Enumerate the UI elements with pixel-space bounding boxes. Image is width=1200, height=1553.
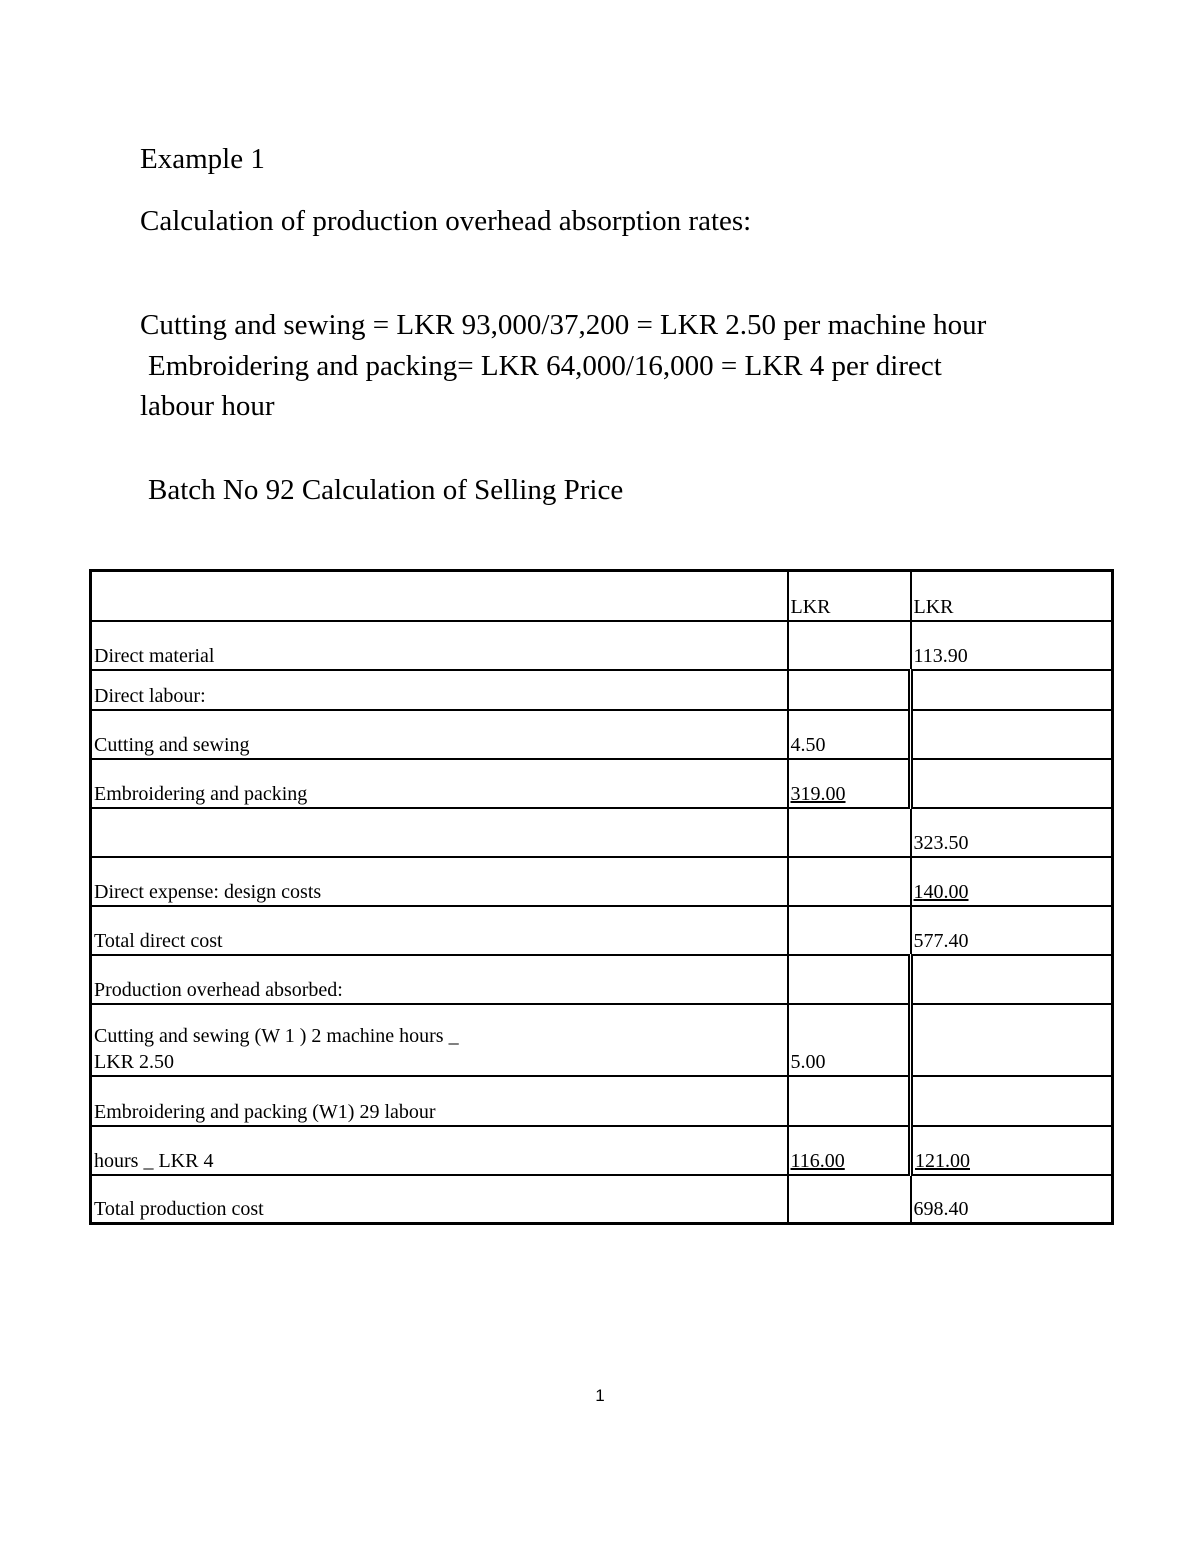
row-value-col2: 698.40 — [911, 1175, 1113, 1224]
row-value-col1 — [788, 906, 911, 955]
row-value-col1 — [788, 670, 911, 710]
table-row — [91, 906, 1113, 955]
table-row — [91, 857, 1113, 906]
row-label: Direct material — [91, 621, 788, 670]
example-heading: Example 1 — [140, 143, 265, 175]
table-row — [91, 710, 1113, 759]
row-value-col1 — [788, 621, 911, 670]
header-cell — [91, 571, 788, 621]
row-value-col1: 5.00 — [788, 1004, 911, 1076]
table-row — [91, 955, 1113, 1004]
row-value-col1 — [788, 1076, 911, 1126]
row-label: Embroidering and packing — [91, 759, 788, 808]
table-row — [91, 808, 1113, 857]
header-cell: LKR — [911, 571, 1113, 621]
row-value-col1 — [788, 1175, 911, 1224]
row-value-col2 — [911, 710, 1113, 759]
row-value-col1 — [788, 808, 911, 857]
row-label: Direct labour: — [91, 670, 788, 710]
subheading: Calculation of production overhead absorption rates: — [140, 205, 752, 237]
table-header-row — [91, 571, 1113, 621]
row-label: Total direct cost — [91, 906, 788, 955]
row-value-col2 — [911, 1004, 1113, 1076]
row-value-col1 — [788, 955, 911, 1004]
table-row — [91, 1175, 1113, 1224]
row-value-col2: 140.00 — [911, 857, 1113, 906]
row-value-col2: 113.90 — [911, 621, 1113, 670]
row-label: Direct expense: design costs — [91, 857, 788, 906]
row-value-col1: 116.00 — [788, 1126, 911, 1175]
table-row — [91, 621, 1113, 670]
row-label: Embroidering and packing (W1) 29 labour — [91, 1076, 788, 1126]
row-label-line: Cutting and sewing (W 1 ) 2 machine hours _ — [94, 1024, 459, 1047]
row-value-col1: 4.50 — [788, 710, 911, 759]
selling-price-table — [89, 569, 1114, 1225]
table-row — [91, 759, 1113, 808]
row-label — [91, 808, 788, 857]
table-row — [91, 670, 1113, 710]
rate-embroidering-line2: labour hour — [140, 390, 275, 422]
row-value-col2: 121.00 — [911, 1126, 1113, 1175]
row-value-col2 — [911, 759, 1113, 808]
row-value-col1 — [788, 857, 911, 906]
rate-cutting-sewing: Cutting and sewing = LKR 93,000/37,200 = LKR 2.50 per machine hour — [140, 309, 987, 341]
row-value-col2 — [911, 955, 1113, 1004]
table-row — [91, 1076, 1113, 1126]
page-number: 1 — [595, 1386, 605, 1405]
header-cell: LKR — [788, 571, 911, 621]
row-value-col2: 323.50 — [911, 808, 1113, 857]
table-row — [91, 1004, 1113, 1076]
row-label: Production overhead absorbed: — [91, 955, 788, 1004]
table-title: Batch No 92 Calculation of Selling Price — [148, 474, 624, 506]
row-label-line: LKR 2.50 — [94, 1050, 174, 1073]
row-label: Total production cost — [91, 1175, 788, 1224]
row-value-col2: 577.40 — [911, 906, 1113, 955]
table-row — [91, 1126, 1113, 1175]
row-label: hours _ LKR 4 — [91, 1126, 788, 1175]
rate-embroidering-line1: Embroidering and packing= LKR 64,000/16,000 = LKR 4 per direct — [148, 350, 942, 382]
row-label — [91, 1004, 788, 1076]
row-value-col2 — [911, 670, 1113, 710]
row-label: Cutting and sewing — [91, 710, 788, 759]
row-value-col2 — [911, 1076, 1113, 1126]
row-value-col1: 319.00 — [788, 759, 911, 808]
